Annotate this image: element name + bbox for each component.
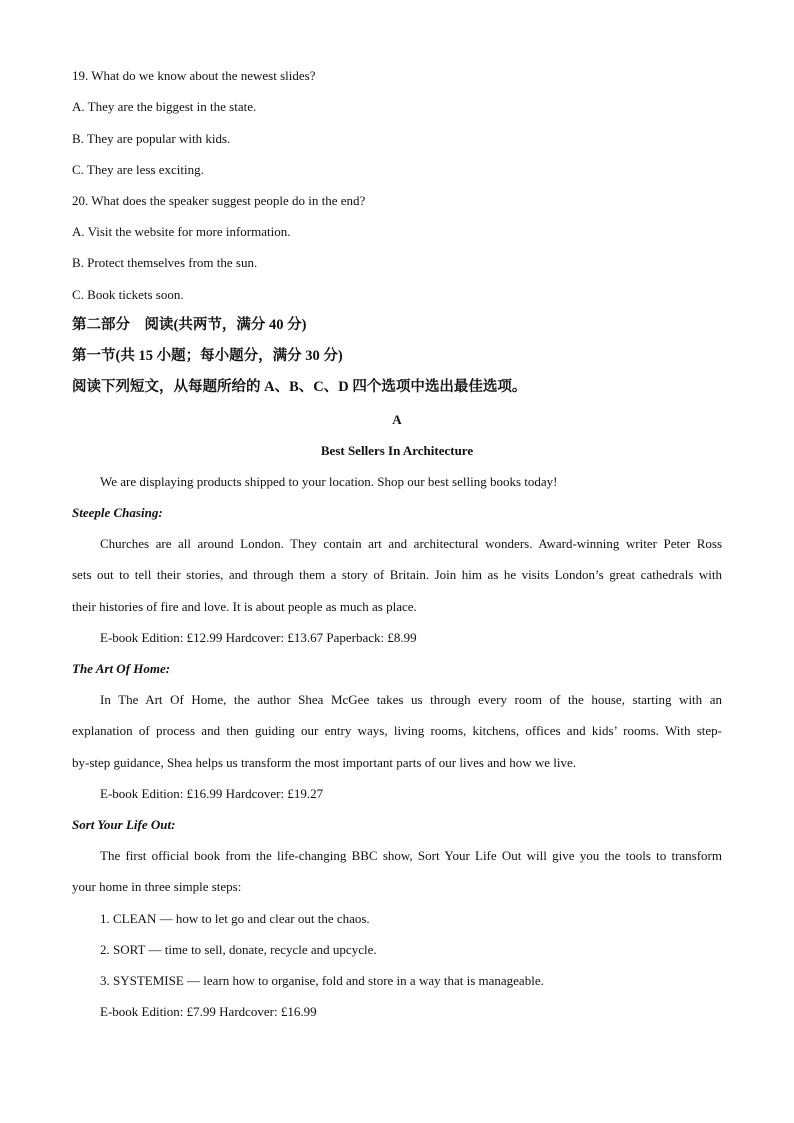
book-1-price: E-book Edition: £12.99 Hardcover: £13.67 Paperback: £8.99 <box>100 630 417 645</box>
book-1-title: Steeple Chasing: <box>72 505 163 520</box>
section-heading: 第一节(共 15 小题；每小题分，满分 30 分) <box>72 348 343 364</box>
book-2-title: The Art Of Home: <box>72 661 171 676</box>
book-1-line-1: Churches are all around London. They contain art and architectural wonders. Award-winning writer Peter Ross <box>100 536 722 551</box>
passage-intro: We are displaying products shipped to your location. Shop our best selling books today! <box>100 474 558 489</box>
passage-title: Best Sellers In Architecture <box>320 443 474 458</box>
question-19-option-c: C. They are less exciting. <box>72 162 204 177</box>
passage-label: A <box>392 412 402 427</box>
question-20-option-c: C. Book tickets soon. <box>72 287 184 302</box>
book-1-line-3: their histories of fire and love. It is about people as much as place. <box>72 599 417 614</box>
question-19-stem: 19. What do we know about the newest slides? <box>72 68 316 83</box>
book-1-line-2: sets out to tell their stories, and through them a story of Britain. Join him as he visits London’s great cathedrals with <box>72 567 722 582</box>
book-3-step-2: 2. SORT — time to sell, donate, recycle and upcycle. <box>100 942 377 957</box>
book-2-line-3: by-step guidance, Shea helps us transform the most important parts of our lives and how we live. <box>72 755 577 770</box>
book-2-line-1: In The Art Of Home, the author Shea McGee takes us through every room of the house, starting with an <box>100 692 722 707</box>
question-20-option-b: B. Protect themselves from the sun. <box>72 255 258 270</box>
question-19-option-b: B. They are popular with kids. <box>72 131 231 146</box>
book-3-line-2: your home in three simple steps: <box>72 879 242 894</box>
question-20-stem: 20. What does the speaker suggest people do in the end? <box>72 193 366 208</box>
question-20-option-a: A. Visit the website for more information. <box>72 224 291 239</box>
part-heading: 第二部分 阅读(共两节，满分 40 分) <box>72 317 307 333</box>
book-3-step-1: 1. CLEAN — how to let go and clear out the chaos. <box>100 911 370 926</box>
book-3-step-3: 3. SYSTEMISE — learn how to organise, fold and store in a way that is manageable. <box>100 973 544 988</box>
book-3-line-1: The first official book from the life-changing BBC show, Sort Your Life Out will give you the tools to transform <box>100 848 722 863</box>
book-3-price: E-book Edition: £7.99 Hardcover: £16.99 <box>100 1004 317 1019</box>
instruction: 阅读下列短文，从每题所给的 A、B、C、D 四个选项中选出最佳选项。 <box>72 379 527 395</box>
book-2-line-2: explanation of process and then guiding our entry ways, living rooms, kitchens, offices and kids’ rooms. With step- <box>72 723 722 738</box>
question-19-option-a: A. They are the biggest in the state. <box>72 99 257 114</box>
book-2-price: E-book Edition: £16.99 Hardcover: £19.27 <box>100 786 324 801</box>
book-3-title: Sort Your Life Out: <box>72 817 176 832</box>
